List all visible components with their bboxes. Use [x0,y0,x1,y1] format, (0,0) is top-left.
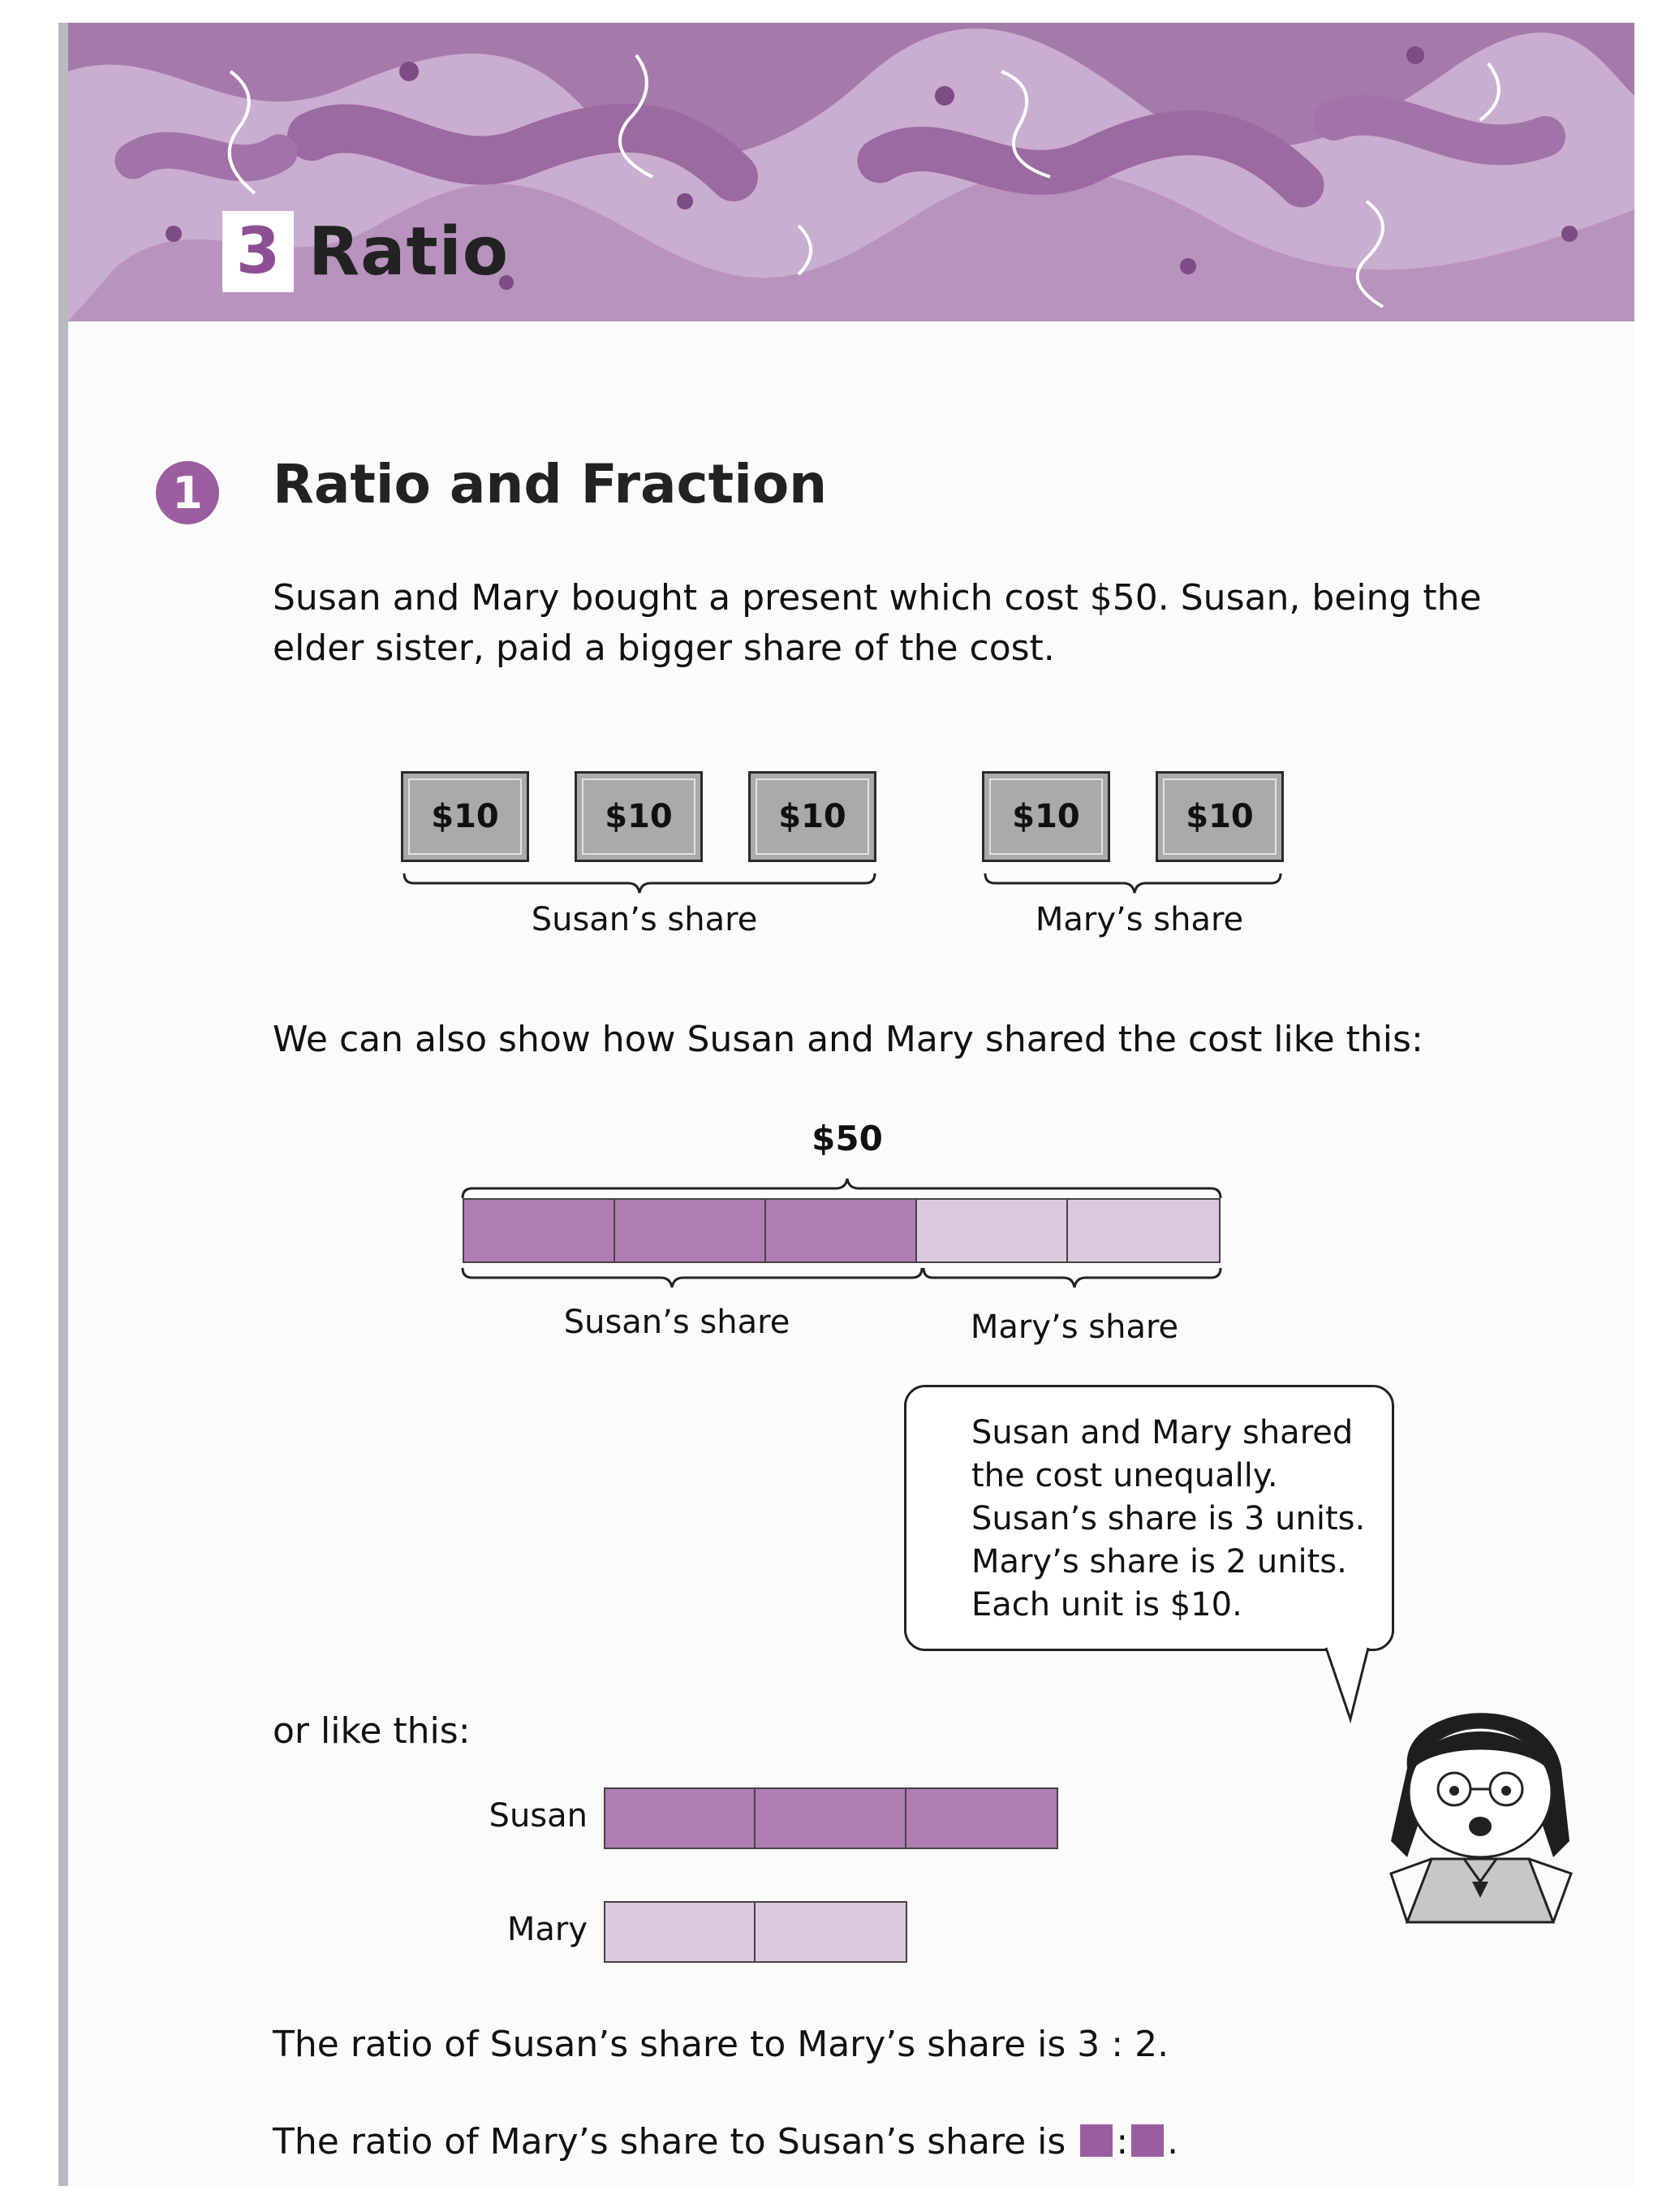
susan-money-label: Susan’s share [531,901,758,938]
unit-segment [756,1789,906,1848]
textbook-page [58,23,1634,2186]
note-label: $10 [431,798,499,835]
mary-money-label: Mary’s share [1035,901,1244,938]
intro-line-2: elder sister, paid a bigger share of the cost. [273,627,1055,669]
susan-bar-label: Susan’s share [563,1304,790,1341]
susan-bar-brace [463,1268,922,1287]
ratio-separator: : [1116,2121,1129,2162]
chapter-number: 3 [222,211,294,292]
or-text: or like this: [273,1710,471,1752]
mary-comparison-bar [604,1901,907,1963]
unit-segment [615,1200,766,1261]
conclusion-prefix: The ratio of Mary’s share to Susan’s share is [273,2121,1066,2162]
also-text: We can also show how Susan and Mary shared the cost like this: [273,1019,1423,1060]
answer-blank-box[interactable] [1131,2124,1164,2157]
mary-name-label: Mary [506,1911,588,1948]
note-label: $10 [778,798,846,835]
total-label: $50 [812,1119,883,1158]
speech-line: Mary’s share is 2 units. [971,1543,1347,1580]
speech-line: Susan’s share is 3 units. [971,1500,1366,1537]
unit-segment [917,1200,1068,1261]
sentence-end: . [1167,2121,1179,2162]
unit-segment [464,1200,615,1261]
speech-line: the cost unequally. [971,1457,1278,1494]
note-label: $10 [605,798,673,835]
susan-name-label: Susan [489,1797,588,1835]
unit-segment [1068,1200,1219,1261]
girl-character-illustration [1350,1679,1610,1947]
unit-segment [906,1789,1057,1848]
speech-bubble [904,1385,1394,1651]
conclusion-line-2 [273,2117,1178,2167]
speech-line: Each unit is $10. [971,1586,1242,1623]
answer-blank-box[interactable] [1080,2124,1113,2157]
speech-line: Susan and Mary shared [971,1414,1354,1451]
susan-comparison-bar [604,1787,1058,1849]
note-label: $10 [1186,798,1254,835]
mary-money-brace [985,873,1281,893]
susan-money-brace [404,873,875,893]
section-number-badge: 1 [156,461,219,524]
section-title: Ratio and Fraction [273,453,828,515]
intro-line-1: Susan and Mary bought a present which cost $50. Susan, being the [273,577,1482,619]
bar-model [463,1198,1221,1263]
unit-segment [605,1789,756,1848]
conclusion-line-1: The ratio of Susan’s share to Mary’s share is 3 : 2. [273,2024,1169,2065]
mary-bar-brace [924,1268,1221,1287]
mary-bar-label: Mary’s share [970,1309,1179,1346]
total-brace [463,1179,1221,1198]
unit-segment [766,1200,917,1261]
unit-segment [756,1903,906,1961]
unit-segment [605,1903,756,1961]
chapter-title: Ratio [308,213,510,291]
note-label: $10 [1012,798,1080,835]
